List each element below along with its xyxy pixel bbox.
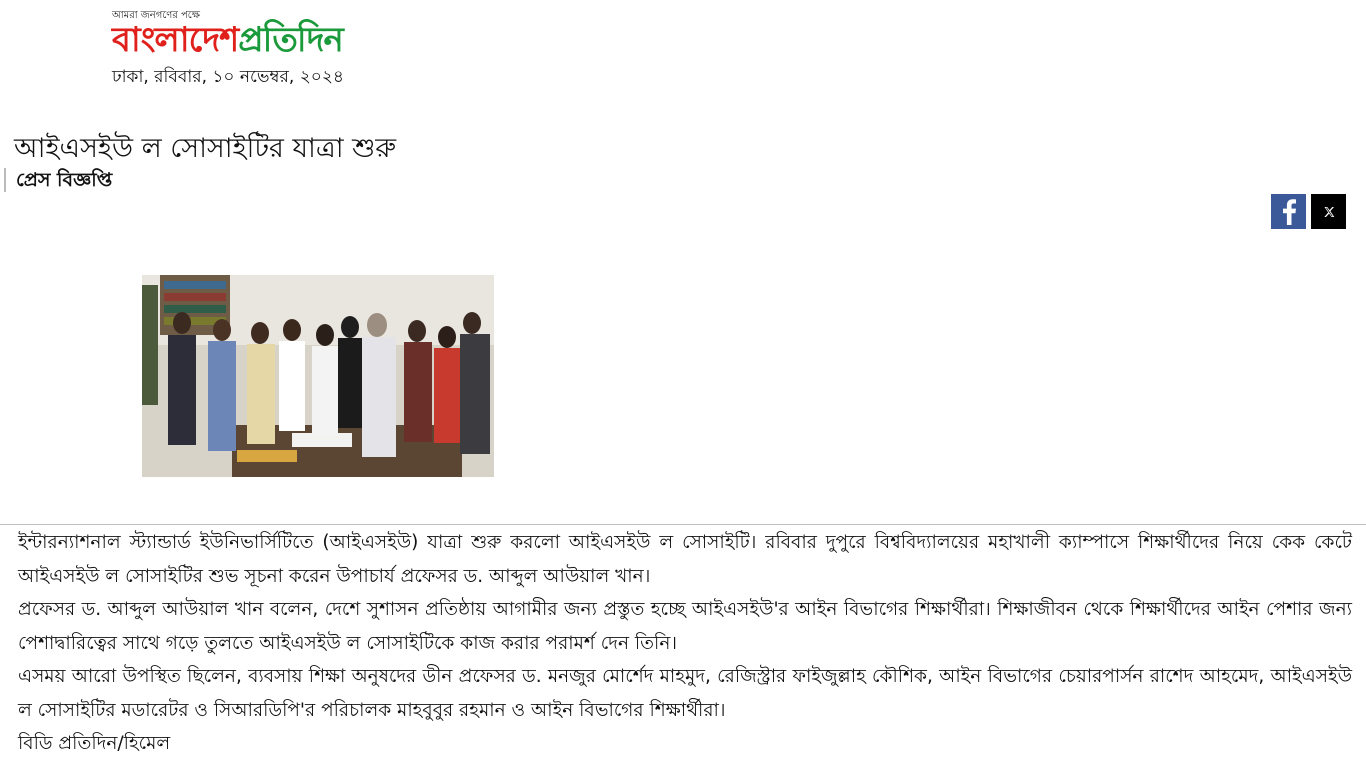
facebook-icon bbox=[1281, 199, 1297, 225]
x-share-button[interactable] bbox=[1311, 194, 1346, 229]
content-divider bbox=[0, 524, 1366, 525]
logo-text-green: প্রতিদিন bbox=[238, 20, 343, 60]
dateline: ঢাকা, রবিবার, ১০ নভেম্বর, ২০২৪ bbox=[112, 67, 344, 87]
article-paragraph-1: ইন্টারন্যাশনাল স্ট্যান্ডার্ড ইউনিভার্সিটিতে (আইএসইউ) যাত্রা শুরু করলো আইএসইউ ল সোসাইটি। রবিবার দুপুরে বিশ্ববিদ্যালয়ের মহাখালী ক্যাম্পাসে শিক্ষার্থীদের নিয়ে কেক কেটে আইএসইউ ল সোসাইটির শুভ সূচনা করেন উপাচার্য প্রফেসর ড. আব্দুল আউয়াল খান। bbox=[18, 532, 1352, 587]
article-paragraph-2: প্রফেসর ড. আব্দুল আউয়াল খান বলেন, দেশে সুশাসন প্রতিষ্ঠায় আগামীর জন্য প্রস্তুত হচ্ছে আইএসইউ'র আইন বিভাগের শিক্ষার্থীরা। শিক্ষাজীবন থেকে শিক্ষার্থীদের আইন পেশার জন্য পেশাদ্বারিত্বের সাথে গড়ে তুলতে আইএসইউ ল সোসাইটিকে কাজ করার পরামর্শ দেন তিনি। bbox=[18, 599, 1352, 654]
facebook-share-button[interactable] bbox=[1271, 194, 1306, 229]
group-photo-image bbox=[142, 275, 494, 477]
masthead bbox=[112, 10, 372, 92]
site-logo[interactable] bbox=[112, 20, 372, 60]
logo-text-red: বাংলাদেশ bbox=[112, 20, 239, 60]
masthead-tagline: আমরা জনগণের পক্ষে bbox=[112, 10, 200, 21]
article-byline: প্রেস বিজ্ঞপ্তি bbox=[4, 168, 112, 192]
article-photo bbox=[142, 275, 494, 477]
article-headline: আইএসইউ ল সোসাইটির যাত্রা শুরু bbox=[14, 133, 397, 164]
article-paragraph-3: এসময় আরো উপস্থিত ছিলেন, ব্যবসায় শিক্ষা অনুষদের ডীন প্রফেসর ড. মনজুর মোর্শেদ মাহমুদ, রেজিস্ট্রার ফাইজুল্লাহ কৌশিক, আইন বিভাগের চেয়ারপার্সন রাশেদ আহমেদ, আইএসইউ ল সোসাইটির মডারেটর ও সিআরডিপি'র পরিচালক মাহবুবুর রহমান ও আইন বিভাগের শিক্ষার্থীরা। bbox=[18, 666, 1352, 721]
article-body bbox=[18, 526, 1352, 761]
article-signoff: বিডি প্রতিদিন/হিমেল bbox=[18, 733, 171, 754]
x-icon bbox=[1323, 206, 1335, 218]
